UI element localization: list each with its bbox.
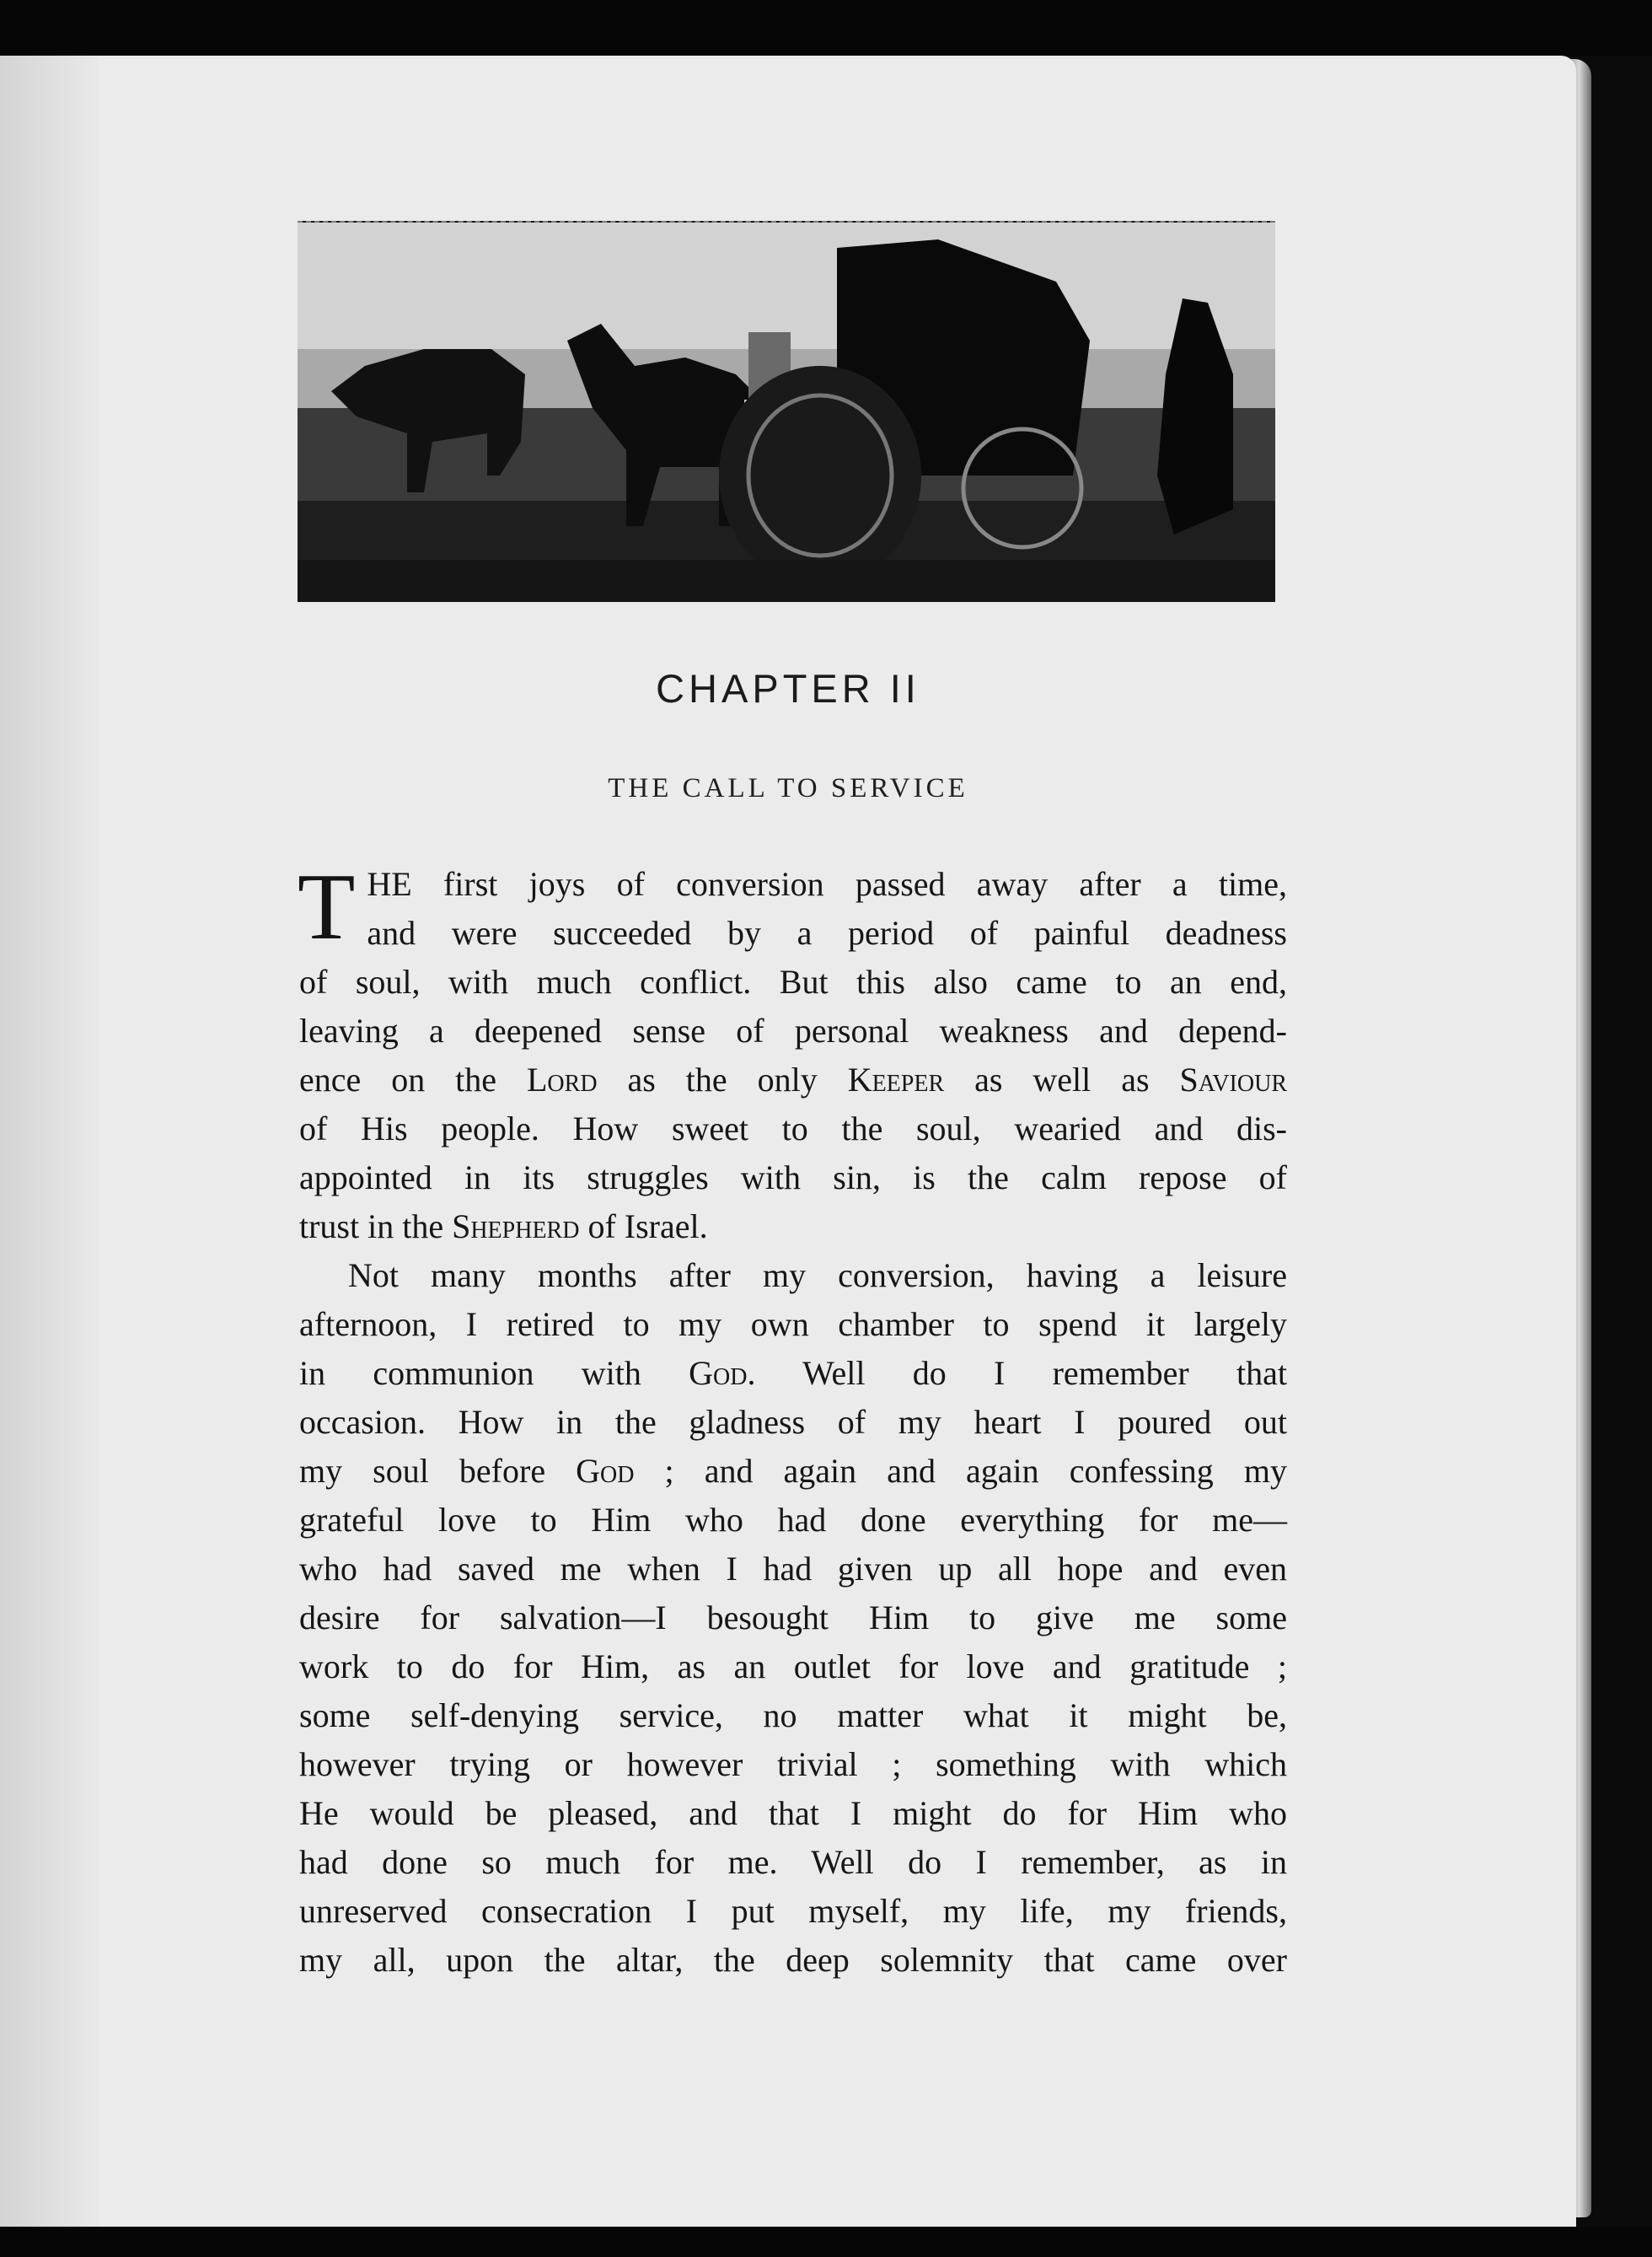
text-run: ; and again and again confessing my bbox=[634, 1452, 1287, 1490]
small-caps-word: Shepherd bbox=[452, 1207, 580, 1245]
text-line: appointed in its struggles with sin, is the calm repose of bbox=[299, 1158, 1287, 1196]
small-caps-word: Saviour bbox=[1179, 1061, 1287, 1099]
chapter-subtitle: THE CALL TO SERVICE bbox=[608, 773, 968, 803]
text-line: grateful love to Him who had done everything for me— bbox=[299, 1501, 1287, 1539]
text-line: had done so much for me. Well do I remember, as in bbox=[299, 1843, 1287, 1881]
paragraph-2 bbox=[299, 1251, 1287, 1985]
small-caps-word: God bbox=[689, 1354, 748, 1392]
text-line: desire for salvation—I besought Him to give me some bbox=[299, 1599, 1287, 1636]
scan-bottom-border bbox=[0, 2227, 1652, 2257]
text-run: as well as bbox=[944, 1061, 1180, 1099]
text-line: of His people. How sweet to the soul, wearied and dis- bbox=[299, 1110, 1287, 1147]
photo-illustration bbox=[298, 221, 1275, 602]
text-line: my all, upon the altar, the deep solemnity that came over bbox=[299, 1941, 1287, 1979]
text-line: who had saved me when I had given up all hope and even bbox=[299, 1550, 1287, 1588]
book-gutter bbox=[0, 56, 99, 2227]
text-line: of soul, with much conflict. But this also came to an end, bbox=[299, 963, 1287, 1001]
text-line bbox=[299, 1202, 1287, 1251]
text-line: unreserved consecration I put myself, my life, my friends, bbox=[299, 1892, 1287, 1930]
text-line: however trying or however trivial ; something with which bbox=[299, 1745, 1287, 1783]
small-caps-word: Keeper bbox=[847, 1061, 945, 1099]
photo-illustration-icon bbox=[298, 223, 1275, 602]
text-line bbox=[299, 1349, 1287, 1398]
text-line bbox=[299, 1447, 1287, 1496]
chapter-heading: CHAPTER II bbox=[656, 666, 920, 711]
text-run: as the only bbox=[597, 1061, 848, 1099]
text-line bbox=[299, 1056, 1287, 1104]
text-line: some self-denying service, no matter what it might be, bbox=[299, 1696, 1287, 1734]
text-line: work to do for Him, as an outlet for love and gratitude ; bbox=[299, 1647, 1287, 1685]
paragraph-1 bbox=[298, 855, 1287, 1251]
text-run: . Well do I remember that bbox=[747, 1354, 1287, 1392]
text-line: and were succeeded by a period of painful deadness bbox=[367, 914, 1287, 952]
text-line: afternoon, I retired to my own chamber to spend it largely bbox=[299, 1305, 1287, 1343]
scan-top-border bbox=[0, 0, 1652, 56]
text-run: in communion with bbox=[299, 1354, 689, 1392]
text-run: trust in the bbox=[299, 1207, 453, 1245]
text-run: ence on the bbox=[299, 1061, 527, 1099]
small-caps-word: God bbox=[576, 1452, 635, 1490]
text-run: of Israel. bbox=[579, 1207, 708, 1245]
text-line: occasion. How in the gladness of my heart I poured out bbox=[299, 1403, 1287, 1441]
chapter-body-text bbox=[298, 855, 1287, 1985]
text-line: leaving a deepened sense of personal weakness and depend- bbox=[299, 1012, 1287, 1050]
text-line: Not many months after my conversion, having a leisure bbox=[348, 1256, 1287, 1294]
small-caps-word: Lord bbox=[527, 1061, 598, 1099]
drop-cap: T bbox=[298, 855, 356, 959]
text-line: He would be pleased, and that I might do for Him who bbox=[299, 1794, 1287, 1832]
text-run: my soul before bbox=[299, 1452, 577, 1490]
text-line: HE first joys of conversion passed away after a time, bbox=[367, 865, 1287, 903]
